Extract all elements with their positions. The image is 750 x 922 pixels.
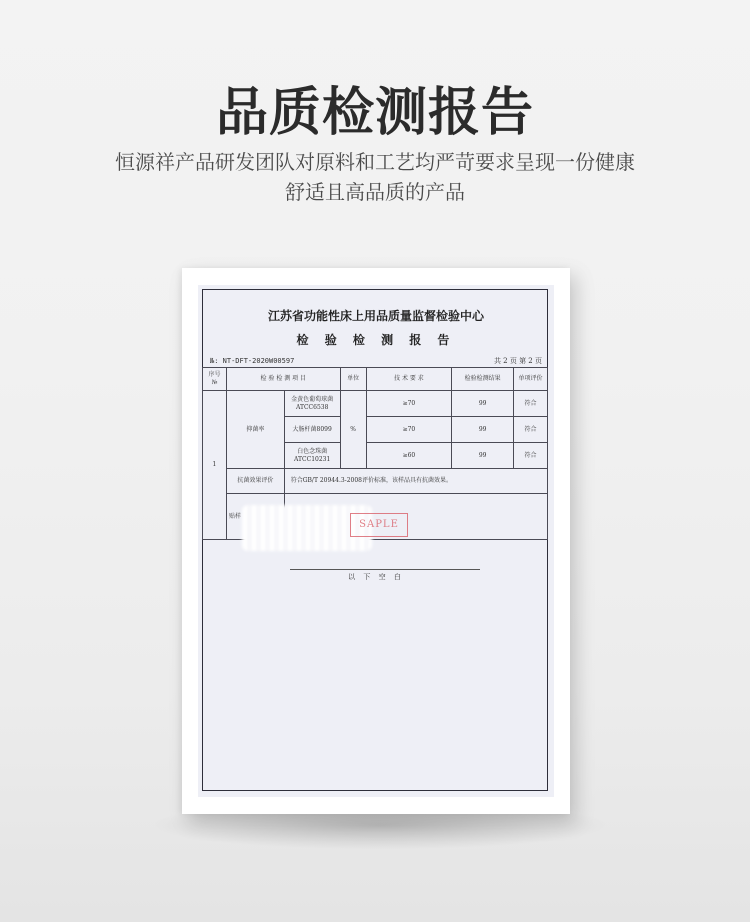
table-row bbox=[203, 391, 548, 417]
table-row-effect bbox=[203, 469, 548, 494]
end-divider bbox=[290, 569, 480, 570]
report-title: 检 验 检 测 报 告 bbox=[296, 333, 456, 347]
picture-frame bbox=[182, 268, 570, 814]
report-pages: 共 2 页 第 2 页 bbox=[493, 357, 542, 365]
row-seq: 1 bbox=[203, 391, 227, 540]
header-unit: 单位 bbox=[340, 368, 366, 391]
result-cell: 99 bbox=[452, 391, 514, 417]
evaluation-cell: 符合 bbox=[514, 443, 548, 469]
result-cell: 99 bbox=[452, 443, 514, 469]
header-seq: 序号 № bbox=[203, 368, 227, 391]
sample-label: 贴样 bbox=[226, 494, 284, 540]
header-evaluation: 单项评价 bbox=[514, 368, 548, 391]
table-header-row bbox=[203, 368, 548, 391]
test-item: 抑菌率 bbox=[226, 391, 284, 469]
subtitle-line-2: 舒适且高品质的产品 bbox=[285, 180, 465, 204]
header-result: 检验检测结果 bbox=[452, 368, 514, 391]
result-cell: 99 bbox=[452, 417, 514, 443]
strain-cell: 白色念珠菌 ATCC10231 bbox=[284, 443, 340, 469]
requirement-cell: ≥70 bbox=[366, 417, 452, 443]
report-document bbox=[198, 285, 554, 797]
subtitle-line-1: 恒源祥产品研发团队对原料和工艺均严苛要求呈现一份健康 bbox=[115, 150, 635, 174]
evaluation-cell: 符合 bbox=[514, 391, 548, 417]
evaluation-cell: 符合 bbox=[514, 417, 548, 443]
header-requirement: 技 术 要 求 bbox=[366, 368, 452, 391]
strain-cell: 大肠杆菌8099 bbox=[284, 417, 340, 443]
effect-text: 符合GB/T 20944.3-2008评价标准，该样品具有抗菌效果。 bbox=[284, 469, 547, 494]
report-number: №: NT-DFT-2020W00597 bbox=[210, 357, 295, 365]
report-organization: 江苏省功能性床上用品质量监督检验中心 bbox=[267, 309, 484, 323]
header-item: 检 验 检 测 项 目 bbox=[226, 368, 340, 391]
effect-label: 抗菌效果评价 bbox=[226, 469, 284, 494]
requirement-cell: ≥70 bbox=[366, 391, 452, 417]
sample-stamp: SAPLE bbox=[350, 513, 408, 537]
end-marker: 以 下 空 白 bbox=[348, 573, 404, 581]
requirement-cell: ≥60 bbox=[366, 443, 452, 469]
page-subtitle bbox=[0, 147, 750, 207]
strain-cell: 金黄色葡萄球菌 ATCC6538 bbox=[284, 391, 340, 417]
unit-cell: % bbox=[340, 391, 366, 469]
page-title: 品质检测报告 bbox=[215, 83, 534, 143]
